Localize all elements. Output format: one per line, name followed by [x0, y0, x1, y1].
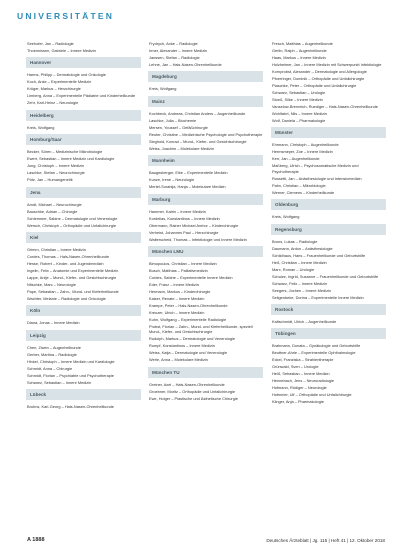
appointment-entry: Seehofer, Jan – Radiologie [27, 41, 74, 46]
appointment-entry: Obermann, Rainer Michael Amhor – Kinderchirurgie [149, 222, 239, 228]
appointment-entry: Grünwald, Sven – Urologie [272, 364, 319, 370]
appointment-entry: Hennebach, Jens – Neuroradiologie [272, 378, 335, 384]
appointment-entry: Kerr, Jan – Augenheilkunde [272, 156, 320, 162]
appointment-entry: Ingelin, Felix – Anatomie und Experimentelle Medizin [27, 268, 119, 274]
appointment-entry: Schwarz, Sebastian – Urologie [272, 90, 326, 95]
appointment-entry: Cordes, Sabine – Experimentelle Innere Medizin [149, 275, 233, 281]
appointment-entry: Mersen, Youssef – Gefäßchirurgie [149, 124, 208, 130]
appointment-entry: Weiss, Katja – Dermatologie und Venerologie [149, 350, 228, 356]
appointment-entry: Gerber, Martina – Radiologie [27, 351, 77, 357]
column-2 [149, 41, 263, 403]
city-section-heading: Jena [26, 187, 141, 198]
appointment-entry: Jung, Christoph – Innere Medizin [27, 163, 85, 169]
appointment-entry: Pütz, Jan – Humangenetik [27, 177, 73, 183]
appointment-entry: Marx, Roman – Urologie [272, 266, 315, 272]
city-section-heading: Rostock [271, 304, 386, 315]
appointment-entry: Kaiser, Renate – Innere Medizin [149, 296, 205, 302]
appointment-entry: Schwarz, Felix – Innere Medizin [272, 280, 328, 286]
appointment-entry: Kaltschmidt, Ulrich – Augenheilkunde [272, 319, 337, 325]
appointment-entry: Lappe, Antje – Mund-, Kiefer- und Gesichtschirurgie [27, 275, 117, 281]
appointment-entry: Kochbeck, Andreas, Christian Anders – Augenheilkunde [149, 110, 246, 116]
appointment-entry: Harms, Philipp – Dermatologie und Onkologie [27, 72, 106, 78]
appointment-entry: Krampe, Peter – Hals-Nasen-Ohrenheilkunde [149, 303, 228, 309]
appointment-entry: Holzheimer, Jan – Innere Medizin mit Schwerpunkt Infektiologie [272, 62, 382, 67]
appointment-entry: Wersch, Christoph – Orthopädie und Unfallchirurgie [27, 222, 117, 228]
appointment-entry: Palm, Christian – Mikrobiologie [272, 182, 326, 188]
appointment-entry: Maßberg, Ulrich – Psychosomatische Medizin und Psychotherapie [272, 163, 359, 174]
city-section-heading: Regensburg [271, 224, 386, 235]
appointment-entry: Wolf, Daniela – Pharmakologie [272, 118, 326, 123]
appointment-entry: Laschke, Julia – Biochemie [149, 117, 197, 123]
appointment-entry: Heß, Christian – Innere Medizin [272, 259, 327, 265]
appointment-entry: Diana, Jonas – Innere Medizin [27, 320, 80, 326]
city-section-heading: München TU [148, 367, 263, 378]
appointment-entry: Ewert, Sebastian – Innere Medizin und Kardiologie [27, 156, 115, 162]
appointment-entry: Hesse, Robert – Kinder- und Jugendmedizin [27, 261, 104, 267]
city-section-heading: Homburg/Saar [26, 134, 141, 145]
appointment-entry: Busch, Matthias – Palliativmedizin [149, 268, 208, 274]
city-section-heading: Köln [26, 305, 141, 316]
appointment-entry: Pfoerringer, Dominik – Orthopädie und Unfallchirurgie [272, 76, 365, 81]
appointment-entry: Schulze, Ingrid, Susanne – Frauenheilkunde und Geburtshilfe [272, 273, 379, 279]
city-section-heading: Magdeburg [148, 71, 263, 82]
appointment-entry: Schildhaus, Hans – Frauenheilkunde und Geburtshilfe [272, 252, 366, 258]
city-section-heading: Kiel [26, 232, 141, 243]
city-section-heading: Tübingen [271, 328, 386, 339]
appointment-entry: Eder, Franz – Innere Medizin [149, 282, 199, 288]
appointment-entry: Sieghold, Konrad – Mund-, Kiefer- und Gesichtschirurgie [149, 138, 247, 144]
appointment-entry: Kreis, Wolfgang [272, 214, 300, 220]
appointment-entry: Laschke, Stefan – Neurochirurgie [27, 170, 85, 176]
appointment-entry: Hinkel, Christoph – Innere Medizin und Kardiologie [27, 358, 115, 364]
city-section-heading: Hannover [26, 57, 141, 68]
appointment-entry: Heiß, Sebastian – Innere Medizin [272, 371, 330, 377]
appointment-entry: Bauschke, Adrian – Chirurgie [27, 208, 78, 214]
appointment-entry: Brahmann, Donata – Gynäkologie und Geburtshilfe [272, 343, 361, 349]
city-section-heading: Heidelberg [26, 110, 141, 121]
appointment-entry: Kornprobst, Alexander – Dermatologie und Allergologie [272, 69, 367, 74]
page-number: A 1888 [27, 537, 45, 543]
appointment-entry: Ewe, Holger – Plastische und Ästhetische Chirurgie [149, 395, 238, 401]
appointment-entry: Bruhns, Karl-Georg – Hals-Nasen-Ohrenheilkunde [27, 404, 114, 410]
section-header: UNIVERSITÄTEN [17, 11, 115, 21]
appointment-entry: Arndt, Michael – Neurochirurgie [27, 201, 82, 207]
city-section-heading: Lübeck [26, 389, 141, 400]
appointment-entry: Thoennissen, Gabriele – Innere Medizin [27, 48, 96, 53]
appointment-entry: Nitschke, Marc – Neurologie [27, 282, 76, 288]
city-section-heading: Mannheim [148, 155, 263, 166]
appointment-entry: Weiss, Joachim – Molekulare Medizin [149, 145, 215, 151]
appointment-entry: Greiner, Axel – Hals-Nasen-Ohrenheilkunde [149, 381, 225, 387]
column-1 [27, 41, 141, 411]
appointment-entry: Gerlin, Ralph – Augenheilkunde [272, 48, 327, 53]
appointment-entry: Cordes, Thomas – Hals-Nasen-Ohrenheilkunde [27, 254, 110, 260]
appointment-entry: Probst, Florian – Zahn-, Mund- und Kieferheilkunde, speziell Mund-, Kiefer- und Gesichtschirurgie [149, 324, 253, 335]
appointment-entry: Schmidt, Florian – Psychiatrie und Psychotherapie [27, 372, 114, 378]
appointment-entry: Janssen, Stefan – Radiologie [149, 55, 200, 60]
appointment-entry: Bruns, Lukas – Radiologie [272, 238, 318, 244]
appointment-entry: Seligenbeke, Dorina – Experimentelle Innere Medizin [272, 294, 364, 300]
appointment-entry: Hammer, Katrin – Innere Medizin [149, 208, 206, 214]
appointment-entry: Pape, Sebastian – Zahn-, Mund- und Kieferheilkunde [27, 289, 119, 295]
city-section-heading: Marburg [148, 194, 263, 205]
appointment-entry: Werner, Clemens – Kinderheilkunde [272, 189, 335, 195]
appointment-entry: Baugesberger, Elke – Experimentelle Medizin [149, 170, 228, 176]
appointment-entry: Kuhn, Wolfgang – Experimentelle Radiologie [149, 317, 227, 323]
appointment-entry: Stoeß, Silke – Innere Medizin [272, 97, 323, 102]
appointment-entry: Wachter, Melanie – Radiologie und Onkologie [27, 296, 106, 302]
appointment-entry: Verheist, Johannes Paul – Herzchirurgie [149, 229, 219, 235]
appointment-entry: Frydrych, Anke – Radiologie [149, 41, 198, 46]
appointment-entry: Fresch, Matthias – Augenheilkunde [272, 41, 333, 46]
appointment-entry: Kunze, Irene – Neurologie [149, 177, 195, 183]
appointment-entry: Kreis, Wolfgang [27, 124, 55, 130]
column-3 [272, 41, 386, 406]
city-section-heading: Leipzig [26, 330, 141, 341]
appointment-entry: Hermann, Markus – Kinderchirurgie [149, 289, 211, 295]
appointment-entry: Hofmeier, Ulf – Orthopädie und Unfallchirurgie [272, 392, 352, 398]
appointment-entry: Limberg, Anna – Experimentelle Pädiatrie und Kinderheilkunde [27, 93, 136, 99]
appointment-entry: Eckel, Franziska – Strahlentherapie [272, 357, 334, 363]
appointment-entry: Walterscheid, Thomas – Infektiologie und Innere Medizin [149, 236, 247, 242]
appointment-entry: Ehrmann, Christoph – Augenheilkunde [272, 142, 339, 148]
appointment-entry: Schmidt, Anna – Chirurgie [27, 365, 73, 371]
appointment-entry: Groebner, Moritz – Orthopädie und Unfallchirurgie [149, 388, 236, 394]
appointment-entry: Haas, Markus – Innere Medizin [272, 55, 326, 60]
appointment-entry: Werle, Anna – Molekulare Medizin [149, 357, 208, 363]
city-section-heading: Oldenburg [271, 199, 386, 210]
appointment-entry: Schlemmer, Sabine – Dermatologie und Venerologie [27, 215, 118, 221]
appointment-entry: Beuttner-Ahrle – Experimentelle Ophthalmologie [272, 350, 356, 356]
appointment-entry: Becker, Sören – Medizinische Mikrobiologie [27, 149, 103, 155]
appointment-entry: Koch, Anke – Experimentelle Medizin [27, 79, 92, 85]
appointment-entry: Kreis, Wolfgang [149, 86, 177, 92]
appointment-entry: Irmer, Alexander – Innere Medizin [149, 48, 208, 53]
appointment-entry: Schwarz, Sebastian – Innere Medizin [27, 379, 92, 385]
appointment-entry: Wohlfahrt, Nils – Innere Medizin [272, 111, 328, 116]
city-section-heading: Mainz [148, 96, 263, 107]
appointment-entry: Rumpf, Konstantinos – Innere Medizin [149, 343, 215, 349]
appointment-entry: Daumann, Anton – Anästhesiologie [272, 245, 333, 251]
appointment-entry: Krüger, Markus – Herzchirurgie [27, 86, 81, 92]
appointment-entry: Plaschke, Peter – Orthopädie und Unfallchirurgie [272, 83, 357, 88]
appointment-entry: Seegers, Jochen – Innere Medizin [272, 287, 332, 293]
city-section-heading: München LMU [148, 246, 263, 257]
journal-reference: Deutsches Ärzteblatt | Jg. 115 | Heft 41 | 12. Oktober 2018 [266, 538, 385, 543]
appointment-entry: Kordelias, Konstantinos – Innere Medizin [149, 215, 220, 221]
appointment-entry: Lehne, Jan – Hals-Nasen-Ohrenheilkunde [149, 62, 222, 67]
appointment-entry: Bimopoulos, Christian – Innere Medizin [149, 261, 217, 267]
appointment-entry: Reuter, Christine – Medizinische Psychologie und Psychotherapie [149, 131, 263, 137]
appointment-entry: Chen, Ziwen – Augenheilkunde [27, 344, 81, 350]
appointment-entry: Rudolph, Markus – Dermatologie und Venerologie [149, 336, 236, 342]
appointment-entry: Klinger, Anja – Pharmakologie [272, 399, 324, 405]
city-section-heading: Münster [271, 127, 386, 138]
appointment-entry: Zehr, Karl-Heinz – Neurologie [27, 100, 79, 106]
appointment-entry: Kreuzer, Ulrich – Innere Medizin [149, 310, 205, 316]
appointment-entry: Grimm, Christian – Innere Medizin [27, 247, 87, 253]
appointment-entry: Hofmann, Rüdiger – Neurologie [272, 385, 327, 391]
appointment-entry: Mertel-Sorabija, Hanja – Molekulare Medizin [149, 184, 226, 190]
appointment-entry: Vanselow-Brenreich, Ruediger – Hals-Nasen-Ohrenheilkunde [272, 104, 378, 109]
appointment-entry: Hermsmeyer, Zoe – Innere Medizin [272, 149, 333, 155]
appointment-entry: Rossetti, Jan – Anästhesiologie und Intensivmedizin [272, 175, 362, 181]
